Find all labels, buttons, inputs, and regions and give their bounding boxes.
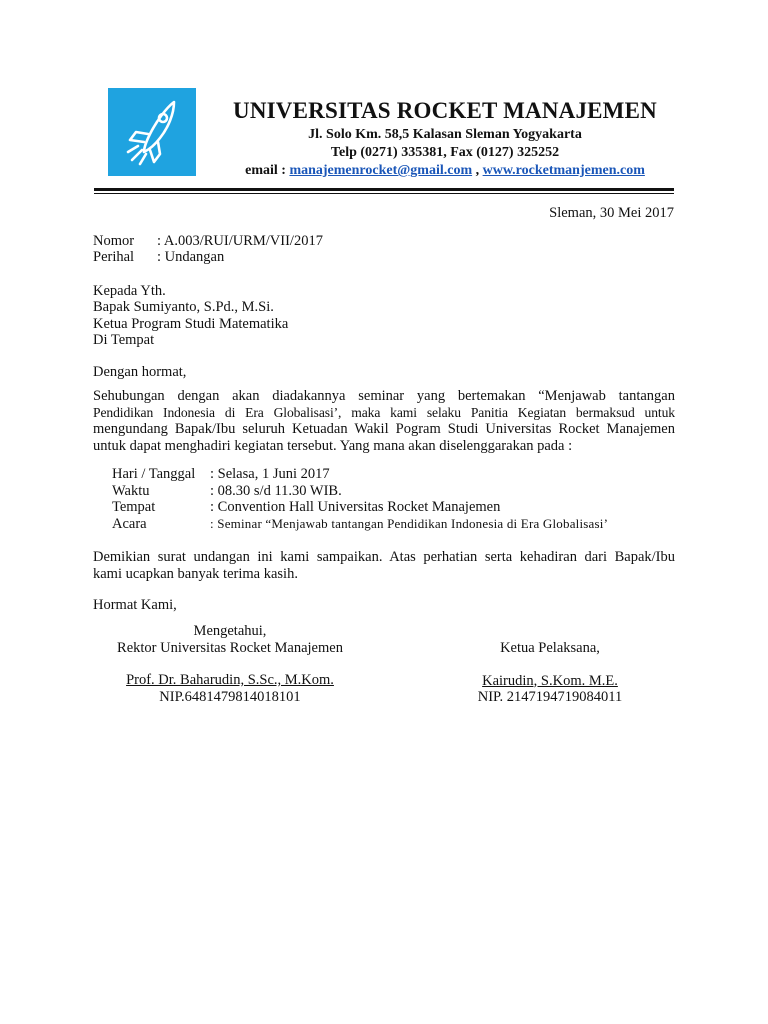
- chair-nip: NIP. 2147194719084011: [477, 689, 623, 705]
- university-logo-icon: [108, 88, 196, 176]
- contact-separator: ,: [475, 163, 480, 178]
- closing-line: Demikian surat undangan ini kami sampaikan. Atas perhatian serta kehadiran dari Bapak/Ibu: [93, 549, 675, 565]
- rector-title: Rektor Universitas Rocket Manajemen: [117, 639, 343, 656]
- tempat-value: : Convention Hall Universitas Rocket Manajemen: [210, 499, 501, 515]
- rocket-icon: [108, 88, 196, 176]
- rector-nip: NIP.6481479814018101: [159, 688, 301, 705]
- nomor-value: : A.003/RUI/URM/VII/2017: [157, 233, 323, 249]
- letterhead-divider: [94, 188, 674, 191]
- regards: Hormat Kami,: [93, 597, 177, 613]
- contact-line: [200, 162, 690, 180]
- greeting: Dengan hormat,: [93, 364, 187, 380]
- body-line: Sehubungan dengan akan diadakannya seminar yang bertemakan “Menjawab tantangan: [93, 388, 675, 404]
- tanggal-label: Hari / Tanggal: [112, 466, 196, 482]
- address: Jl. Solo Km. 58,5 Kalasan Sleman Yogyakarta: [308, 127, 582, 142]
- signature-left: [100, 623, 360, 705]
- perihal-label: Perihal: [93, 249, 135, 265]
- recipient-place: Di Tempat: [93, 331, 155, 348]
- body-line: Pendidikan Indonesia di Era Globalisasi’, maka kami selaku Panitia Kegiatan bermaksud untuk: [93, 404, 675, 420]
- letter-meta: [93, 233, 323, 265]
- acknowledge-label: Mengetahui,: [193, 623, 267, 639]
- body-line: untuk dapat menghadiri kegiatan tersebut. Yang mana akan diselenggarakan pada :: [93, 437, 573, 454]
- body-paragraph: [93, 388, 675, 454]
- closing-paragraph: [93, 549, 675, 583]
- chair-name: Kairudin, S.Kom. M.E.: [482, 672, 618, 689]
- tanggal-value: : Selasa, 1 Juni 2017: [210, 466, 330, 482]
- letter-date: Sleman, 30 Mei 2017: [549, 205, 674, 221]
- perihal-value: : Undangan: [157, 249, 225, 265]
- recipient-block: [93, 283, 288, 348]
- letterhead: [200, 96, 690, 180]
- website-link[interactable]: www.rocketmanjemen.com: [482, 163, 645, 178]
- closing-line: kami ucapkan banyak terima kasih.: [93, 566, 298, 582]
- acara-value: : Seminar “Menjawab tantangan Pendidikan Indonesia di Era Globalisasi’: [210, 515, 609, 531]
- phone-fax: Telp (0271) 335381, Fax (0127) 325252: [330, 145, 560, 160]
- recipient-position: Ketua Program Studi Matematika: [93, 315, 289, 332]
- letterhead-divider-thin: [94, 193, 674, 194]
- university-name: UNIVERSITAS ROCKET MANAJEMEN: [233, 98, 657, 123]
- body-line: mengundang Bapak/Ibu seluruh Ketuadan Wakil Pogram Studi Universitas Rocket Manajemen: [93, 421, 675, 437]
- email-link[interactable]: manajemenrocket@gmail.com: [289, 163, 473, 178]
- waktu-label: Waktu: [112, 482, 150, 499]
- event-details: [112, 466, 608, 532]
- rector-name: Prof. Dr. Baharudin, S.Sc., M.Kom.: [126, 672, 334, 688]
- nomor-label: Nomor: [93, 233, 135, 249]
- signature-right: [450, 640, 650, 706]
- chair-title: Ketua Pelaksana,: [500, 640, 600, 656]
- recipient-name: Bapak Sumiyanto, S.Pd., M.Si.: [93, 299, 274, 316]
- recipient-line: Kepada Yth.: [93, 283, 166, 299]
- waktu-value: : 08.30 s/d 11.30 WIB.: [210, 482, 342, 499]
- tempat-label: Tempat: [112, 499, 156, 515]
- acara-label: Acara: [112, 515, 147, 532]
- email-label: email :: [245, 163, 286, 178]
